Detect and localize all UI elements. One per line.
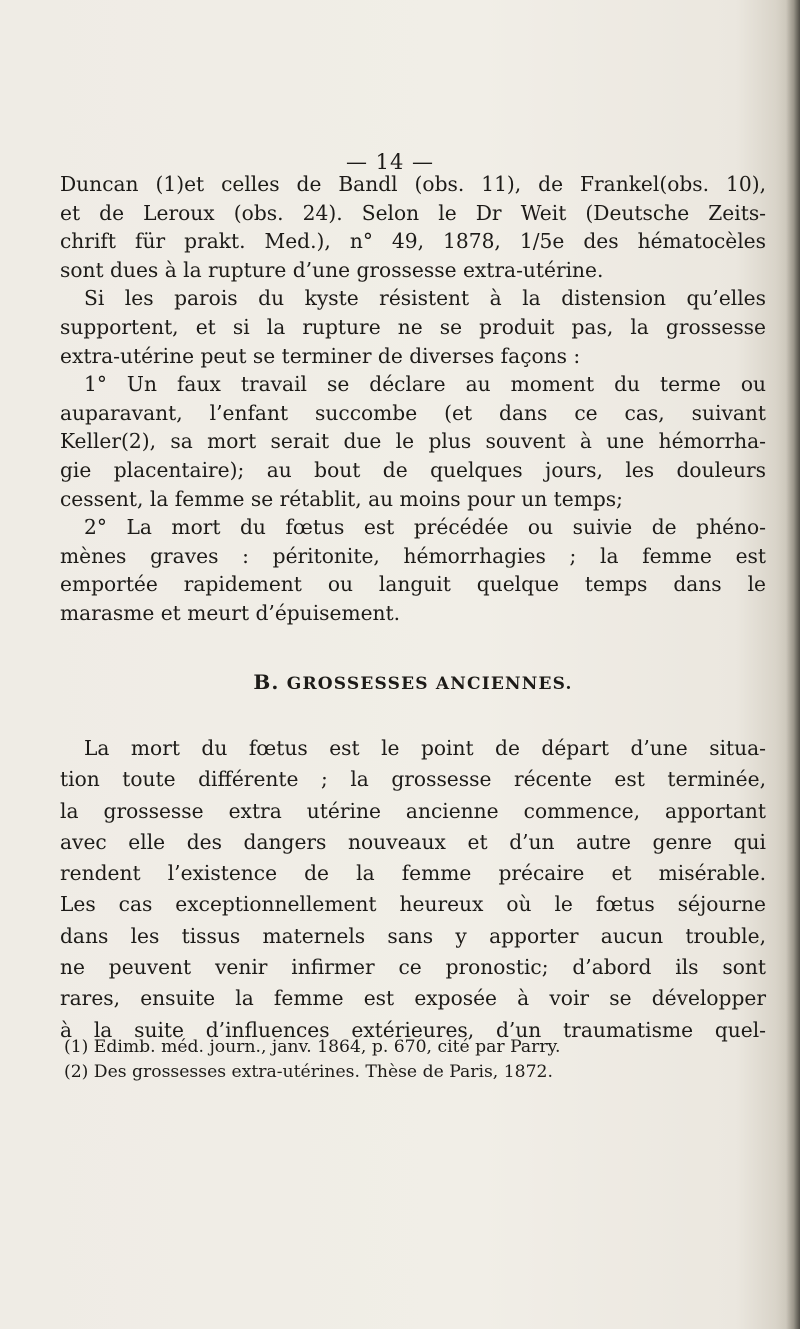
text-line: tion toute différente ; la grossesse récente est terminée, [60,767,766,792]
text-line: et de Leroux (obs. 24). Selon le Dr Weit (Deutsche Zeits- [60,200,766,225]
text-line: La mort du fœtus est le point de départ d’une situa- [84,736,766,760]
section-b-text [60,733,766,1046]
text-line: 2° La mort du fœtus est précédée ou suivie de phéno- [84,515,766,540]
text-line: la grossesse extra utérine ancienne commence, apportant [60,798,766,823]
text-line: avec elle des dangers nouveaux et d’un autre genre qui [60,829,766,854]
section-title: GROSSESSES ANCIENNES. [286,674,573,694]
text-line: sont dues à la rupture d’une grossesse extra-utérine. [60,257,604,282]
text-line: chrift für prakt. Med.), n° 49, 1878, 1/5e des hématocèles [60,229,766,254]
section-heading [60,670,766,694]
page-binding-edge [786,0,800,1329]
text-line: Les cas exceptionnellement heureux où le fœtus séjourne [60,892,766,917]
section-a-text [60,170,766,628]
text-line: ne peuvent venir infirmer ce pronostic; d’abord ils sont [60,955,766,980]
footnote-1: (1) Edimb. méd. journ., janv. 1864, p. 670, cité par Parry. [64,1037,561,1057]
text-line: supportent, et si la rupture ne se produit pas, la grossesse [60,314,766,339]
footnotes [60,1035,766,1085]
text-line: Duncan (1)et celles de Bandl (obs. 11), de Frankel(obs. 10), [60,172,766,196]
text-line: rendent l’existence de la femme précaire et misérable. [60,861,766,886]
text-line: à la suite d’influences extérieures, d’un traumatisme quel- [60,1017,766,1042]
text-line: mènes graves : péritonite, hémorrhagies ; la femme est [60,543,766,568]
text-line: dans les tissus maternels sans y apporter aucun trouble, [60,923,766,948]
footnote-2: (2) Des grossesses extra-utérines. Thèse de Paris, 1872. [64,1062,553,1082]
text-line: gie placentaire); au bout de quelques jours, les douleurs [60,457,766,482]
text-line: emportée rapidement ou languit quelque temps dans le [60,572,766,597]
text-line: marasme et meurt d’épuisement. [60,600,401,625]
text-line: cessent, la femme se rétablit, au moins pour un temps; [60,486,623,511]
text-line: rares, ensuite la femme est exposée à voir se développer [60,986,766,1011]
text-line: Si les parois du kyste résistent à la distension qu’elles [84,286,766,311]
text-line: auparavant, l’enfant succombe (et dans ce cas, suivant [60,400,766,425]
text-line: extra-utérine peut se terminer de diverses façons : [60,343,581,368]
section-letter: B. [253,670,280,694]
text-line: Keller(2), sa mort serait due le plus souvent à une hémorrha- [60,429,766,454]
text-line: 1° Un faux travail se déclare au moment du terme ou [84,372,766,397]
page-number: — 14 — [345,150,435,174]
